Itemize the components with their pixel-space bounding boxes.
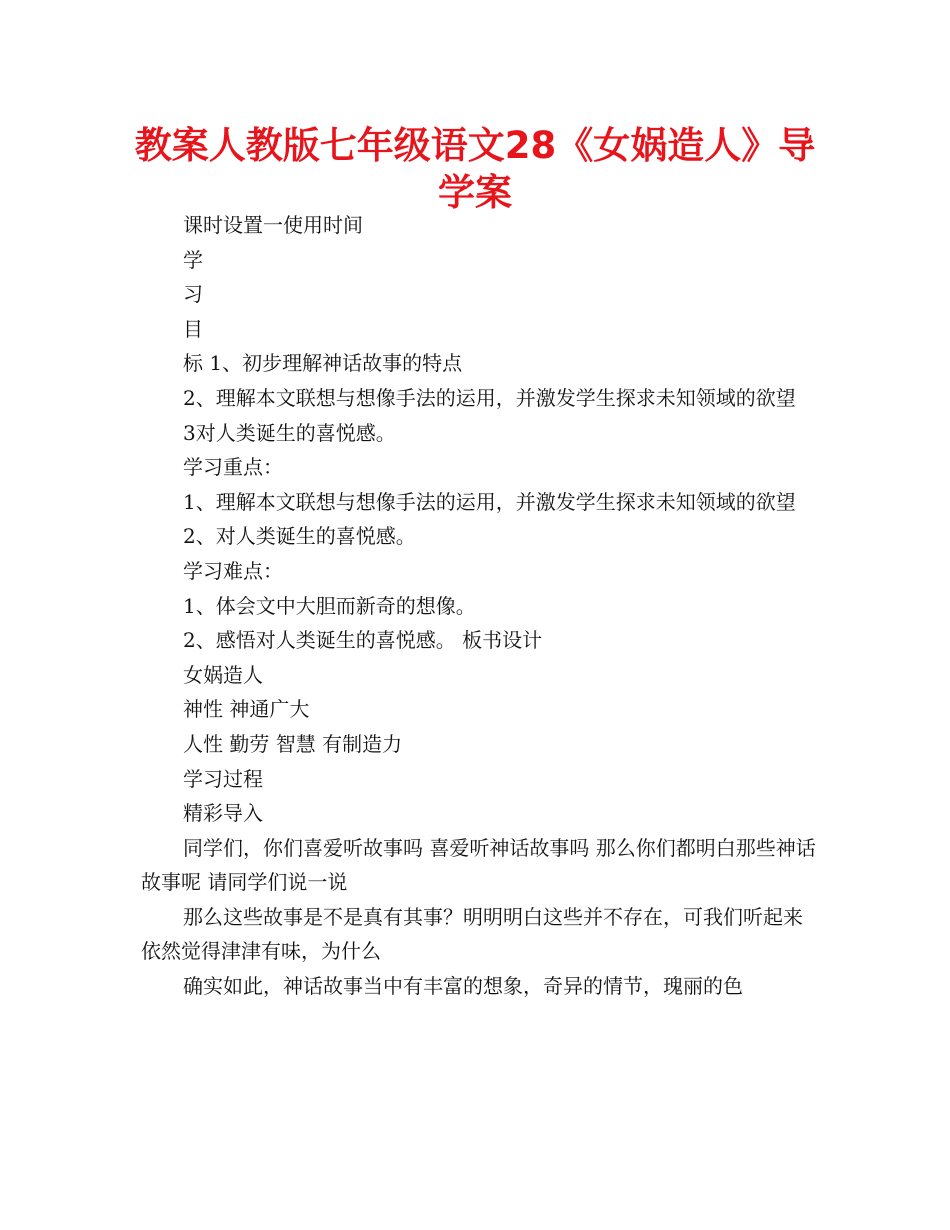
paragraph: 3对人类诞生的喜悦感。 — [183, 420, 396, 445]
paragraph: 目 — [183, 316, 203, 341]
paragraph: 2、感悟对人类诞生的喜悦感。 板书设计 — [183, 628, 543, 653]
paragraph: 2、理解本文联想与想像手法的运用，并激发学生探求未知领域的欲望 — [183, 385, 796, 410]
paragraph: 标 1、初步理解神话故事的特点 — [183, 351, 463, 376]
paragraph: 确实如此，神话故事当中有丰富的想象，奇异的情节，瑰丽的色 — [183, 974, 743, 999]
paragraph: 课时设置一使用时间 — [183, 213, 363, 237]
paragraph: 学习过程 — [183, 766, 263, 791]
paragraph: 神性 神通广大 — [183, 697, 310, 722]
paragraph: 同学们，你们喜爱听故事吗 喜爱听神话故事吗 那么你们都明白那些神话故事呢 请同学们说一说 — [141, 835, 816, 895]
paragraph: 1、理解本文联想与想像手法的运用，并激发学生探求未知领域的欲望 — [183, 489, 796, 514]
document-title: 教案人教版七年级语文28《女娲造人》导学案 — [134, 124, 816, 214]
paragraph: 习 — [183, 282, 203, 307]
paragraph: 学习重点： — [183, 455, 283, 480]
paragraph: 精彩导入 — [183, 801, 263, 826]
paragraph: 学 — [183, 247, 203, 272]
document-body — [141, 208, 821, 1004]
paragraph: 人性 勤劳 智慧 有制造力 — [183, 731, 403, 756]
paragraph: 女娲造人 — [183, 662, 263, 687]
paragraph: 那么这些故事是不是真有其事？明明明白这些并不存在，可我们听起来依然觉得津津有味，为什么 — [141, 904, 803, 964]
paragraph: 1、体会文中大胆而新奇的想像。 — [183, 593, 476, 618]
paragraph: 学习难点： — [183, 558, 283, 583]
paragraph: 2、对人类诞生的喜悦感。 — [183, 524, 416, 549]
